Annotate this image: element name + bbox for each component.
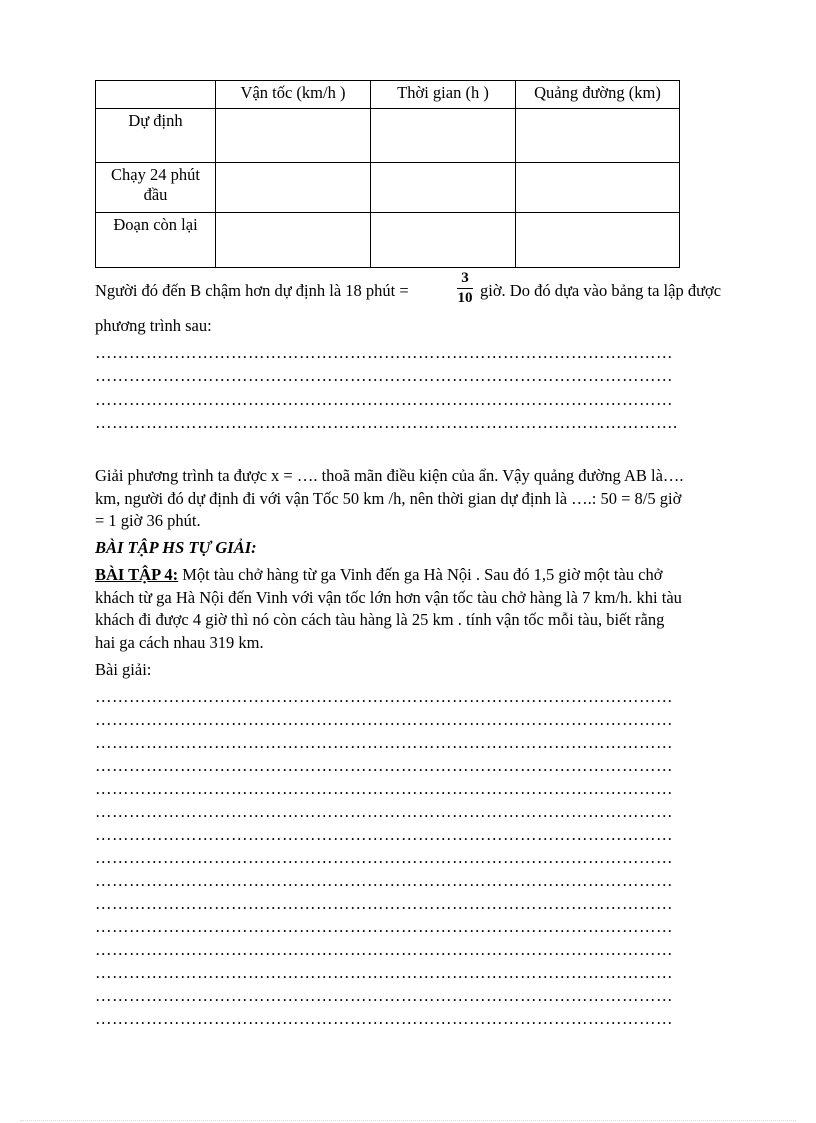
answer-dotted-line: ………………………………………………………………………………………… xyxy=(95,367,673,385)
row-label-first-24-min xyxy=(96,163,216,213)
solution-line: Giải phương trình ta được x = …. thoã mãn điều kiện của ẩn. Vậy quảng đường AB là…. xyxy=(95,466,684,485)
table-row xyxy=(96,213,680,268)
exercise-line-text: Một tàu chở hàng từ ga Vinh đến ga Hà Nội . Sau đó 1,5 giờ một tàu chở xyxy=(178,565,663,584)
exercise-4-label: BÀI TẬP 4: xyxy=(95,565,179,584)
answer-dotted-line: ………………………………………………………………………………………… xyxy=(95,872,673,890)
self-practice-heading: BÀI TẬP HS TỰ GIẢI: xyxy=(95,538,257,557)
answer-dotted-line: ………………………………………………………………………………………… xyxy=(95,918,673,936)
answer-dotted-line: ………………………………………………………………………………………… xyxy=(95,757,673,775)
row-label-remaining: Đoạn còn lại xyxy=(96,213,216,268)
exercise-line: khách từ ga Hà Nội đến Vinh với vận tốc lớn hơn vận tốc tàu chở hàng là 7 km/h. khi tàu xyxy=(95,587,682,607)
exercise-line: khách đi được 4 giờ thì nó còn cách tàu hàng là 25 km . tính vận tốc mỗi tàu, biết rằng xyxy=(95,610,665,629)
solution-label: Bài giải: xyxy=(95,660,152,679)
row-label-planned: Dự định xyxy=(96,109,216,163)
answer-dotted-line: ………………………………………………………………………………………… xyxy=(95,964,673,982)
answer-dotted-line: ………………………………………………………………………………………… xyxy=(95,803,673,821)
equation-intro: phương trình sau: xyxy=(95,316,212,335)
table-cell xyxy=(516,163,680,213)
solution-line: km, người đó dự định đi với vận Tốc 50 km /h, nên thời gian dự định là ….: 50 = 8/5 giờ xyxy=(95,488,682,508)
exercise-line: hai ga cách nhau 319 km. xyxy=(95,632,264,652)
header-time: Thời gian (h ) xyxy=(371,81,516,109)
fraction-three-tenths xyxy=(455,270,475,307)
answer-dotted-line: ………………………………………………………………………………………… xyxy=(95,941,673,959)
answer-dotted-line: ………………………………………………………………………………………… xyxy=(95,849,673,867)
fraction-bar xyxy=(457,288,473,289)
table-cell xyxy=(216,213,371,268)
late-sentence-end: giờ. Do đó dựa vào bảng ta lập được xyxy=(480,281,722,300)
header-velocity: Vận tốc (km/h ) xyxy=(216,81,371,109)
table-header-row xyxy=(96,81,680,109)
exercise-4-paragraph xyxy=(95,564,760,654)
plan-table xyxy=(95,80,680,268)
row-label-line2: đầu xyxy=(143,185,168,204)
table-cell xyxy=(216,109,371,163)
table-cell xyxy=(371,163,516,213)
exercise-line xyxy=(95,564,760,587)
answer-dotted-line: ………………………………………………………………………………………… xyxy=(95,344,673,362)
late-sentence-start: Người đó đến B chậm hơn dự định là 18 phút = xyxy=(95,281,409,300)
table-header-empty xyxy=(96,81,216,109)
table-cell xyxy=(216,163,371,213)
table-cell xyxy=(516,213,680,268)
answer-dotted-line: ………………………………………………………………………………………… xyxy=(95,711,673,729)
header-distance: Quảng đường (km) xyxy=(516,81,680,109)
table-cell xyxy=(516,109,680,163)
answer-dotted-line: ………………………………………………………………………………………… xyxy=(95,826,673,844)
fraction-numerator: 3 xyxy=(461,270,469,286)
solution-line: = 1 giờ 36 phút. xyxy=(95,511,201,530)
table-row xyxy=(96,163,680,213)
fraction-denominator: 10 xyxy=(457,290,473,306)
solution-paragraph xyxy=(95,465,760,533)
answer-dotted-line: …………………………………………………………………………………………. xyxy=(95,414,678,432)
answer-dotted-line: ………………………………………………………………………………………… xyxy=(95,391,673,409)
table-row xyxy=(96,109,680,163)
table-cell xyxy=(371,213,516,268)
answer-dotted-line: ………………………………………………………………………………………… xyxy=(95,1010,673,1028)
answer-dotted-line: ………………………………………………………………………………………… xyxy=(95,734,673,752)
answer-dotted-line: ………………………………………………………………………………………… xyxy=(95,688,673,706)
page-bottom-divider xyxy=(20,1120,796,1121)
answer-dotted-line: ………………………………………………………………………………………… xyxy=(95,780,673,798)
answer-dotted-line: ………………………………………………………………………………………… xyxy=(95,895,673,913)
row-label-line1: Chạy 24 phút xyxy=(111,165,200,184)
table-cell xyxy=(371,109,516,163)
answer-dotted-line: ………………………………………………………………………………………… xyxy=(95,987,673,1005)
